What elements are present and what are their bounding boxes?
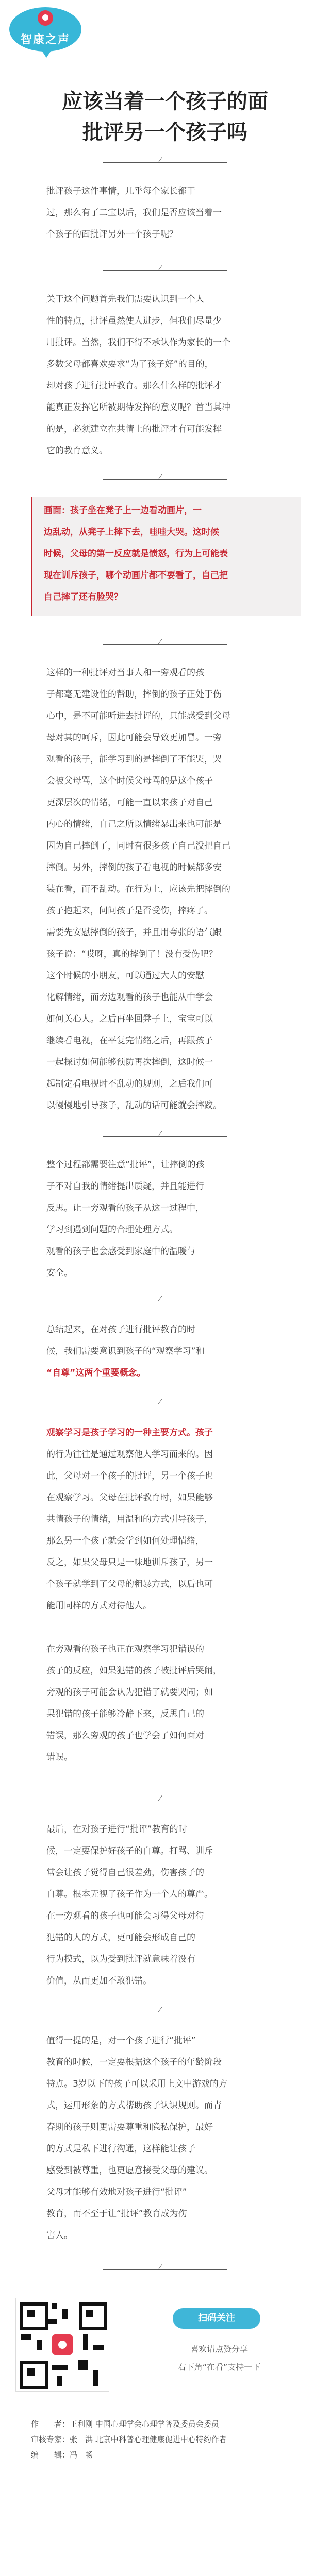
text-line: 却对孩子进行批评教育。那么什么样的批评才 xyxy=(46,381,222,391)
credit-author: 作 者：王利刚 中国心理学会心理学普及委员会委员 xyxy=(31,2419,219,2429)
paragraph-age-stage xyxy=(46,2030,284,2246)
text-line: 总结起来，在对孩子进行批评教育的时 xyxy=(46,1325,195,1335)
heart-pin-icon xyxy=(38,10,53,26)
text-line: 此，父母对一个孩子的批评，另一个孩子也 xyxy=(46,1471,213,1481)
text-line: 一起探讨如何能够预防再次摔倒，这时候一 xyxy=(46,1057,213,1067)
text-line: 错误。 xyxy=(46,1752,73,1762)
paragraph-analysis xyxy=(46,662,284,1116)
text-line: 的是，必须建立在共情上的批评才有可能发挥 xyxy=(46,424,222,434)
share-hint: 喜欢请点赞分享 xyxy=(190,2344,248,2354)
text-line: 用批评。当然，我们不得不承认作为家长的一个 xyxy=(46,337,230,348)
text-line: 关于这个问题首先我们需要认识到一个人 xyxy=(46,294,204,304)
text-line: 候，我们需要意识到孩子的“观察学习”和 xyxy=(46,1346,205,1357)
text-line: 特点。3岁以下的孩子可以采用上文中游戏的方 xyxy=(46,2079,227,2089)
text-line: 需要先安慰摔倒的孩子，并且用夸张的语气跟 xyxy=(46,927,222,938)
paragraph-observational-learning xyxy=(46,1422,284,1617)
text-line: 这样的一种批评对当事人和一旁观看的孩 xyxy=(46,668,204,678)
text-line: 子都毫无建设性的帮助，摔倒的孩子正处于伤 xyxy=(46,689,222,700)
section-divider xyxy=(103,477,227,482)
text-line: 起制定看电视时不乱动的规则，之后我们可 xyxy=(46,1079,213,1089)
text-line: 个孩子的面批评另外一个孩子呢？ xyxy=(46,229,178,240)
text-line: 害人。 xyxy=(46,2230,73,2241)
section-divider xyxy=(103,1401,227,1406)
text-line: 时候，父母的第一反应就是愤怒，行为上可能表 xyxy=(44,549,228,559)
credit-reviewer: 审核专家：张 洪 北京中科普心理健康促进中心特约作者 xyxy=(31,2435,227,2444)
brand-logo xyxy=(9,7,81,63)
text-line: 更深层次的情绪，可能一直以来孩子对自己 xyxy=(46,798,213,808)
paragraph-self-esteem xyxy=(46,1819,284,1992)
text-line: 感受到被尊重，也更愿意接受父母的建议。 xyxy=(46,2165,213,2176)
text-line: 常会让孩子觉得自己很差劲，伤害孩子的 xyxy=(46,1868,204,1878)
section-divider xyxy=(103,1798,227,1803)
text-line: 果犯错的孩子能够冷静下来，反思自己的 xyxy=(46,1709,204,1719)
text-line: 内心的情绪，自己之所以情绪暴出来也可能是 xyxy=(46,819,222,829)
text-line: 孩子说：“哎呀，真的摔倒了！没有受伤吧？ xyxy=(46,949,218,959)
text-line: 价值，从而更加不敢犯错。 xyxy=(46,1976,152,1986)
credits xyxy=(31,2416,309,2463)
text-line: 装在看，而不乱动。在行为上，应该先把摔倒的 xyxy=(46,884,230,894)
text-line: 式，运用形象的方式帮助孩子认识规则。而青 xyxy=(46,2100,222,2111)
text-line: 能用同样的方式对待他人。 xyxy=(46,1601,152,1611)
text-line: 犯错的人的方式，更可能会形成自己的 xyxy=(46,1933,195,1943)
text-line: 错误，那么旁观的孩子也学会了如何面对 xyxy=(46,1731,204,1741)
article-title-line2: 批评另一个孩子吗 xyxy=(82,121,248,144)
text-line: 摔倒。另外，摔倒的孩子看电视的时候都多安 xyxy=(46,862,222,873)
paragraph-summary xyxy=(46,1319,284,1384)
text-line: 的行为往往是通过观察他人学习而来的。因 xyxy=(46,1449,213,1460)
text-line: 学习到遇到问题的合理处理方式。 xyxy=(46,1225,178,1235)
text-line: 化解情绪，而旁边观看的孩子也能从中学会 xyxy=(46,992,213,1003)
header xyxy=(0,0,330,77)
text-line: 最后，在对孩子进行“批评”教育的时 xyxy=(46,1824,187,1835)
text-line: 它的教育意义。 xyxy=(46,446,108,456)
text-line: 教育，而不至于让“批评”教育成为伤 xyxy=(46,2209,187,2219)
paragraph-process xyxy=(46,1154,284,1284)
credit-editor: 编 辑：冯 畅 xyxy=(31,2450,93,2460)
text-line: 自己摔了还有脸哭？ xyxy=(44,592,123,602)
text-line: 如何关心人。之后再坐回凳子上，宝宝可以 xyxy=(46,1014,213,1024)
section-divider xyxy=(103,160,227,165)
text-line: 因为自己摔倒了，同时有很多孩子自己没把自己 xyxy=(46,841,230,851)
text-line: 母对其的呵斥，因此可能会导致更加冒。一旁 xyxy=(46,733,222,743)
text-line: 在一旁观看的孩子也可能会习得父母对待 xyxy=(46,1911,204,1921)
text-line: 继续看电视，在平复完情绪之后，再跟孩子 xyxy=(46,1036,213,1046)
text-line: 在观察学习。父母在批评教育时，如果能够 xyxy=(46,1493,213,1503)
section-divider xyxy=(103,268,227,273)
text-line: 多数父母都喜欢要求“为了孩子好”的目的， xyxy=(46,359,213,369)
text-line: 以慢慢地引导孩子，乱动的话可能就会摔跤。 xyxy=(46,1100,222,1111)
text-line: 现在训斥孩子，哪个动画片都不要看了，自己把 xyxy=(44,570,228,581)
text-line: 观看的孩子也会感受到家庭中的温暖与 xyxy=(46,1246,195,1257)
text-line: 子不对自我的情绪提出质疑，并且能进行 xyxy=(46,1181,204,1192)
text-line: 批评孩子这件事情，几乎每个家长都干 xyxy=(46,186,195,196)
text-line: 边乱动，从凳子上摔下去，哇哇大哭。这时候 xyxy=(44,527,219,537)
like-hint: 右下角“在看”支持一下 xyxy=(177,2362,261,2372)
text-line: 画面：孩子坐在凳子上一边看动画片，一 xyxy=(44,505,202,516)
text-line: 行为模式，以为受到批评就意味着没有 xyxy=(46,1954,195,1964)
section-divider xyxy=(103,1133,227,1139)
section-divider xyxy=(103,641,227,647)
text-line: 孩子的反应，如果犯错的孩子被批评后哭闹， xyxy=(46,1666,222,1676)
section-divider xyxy=(103,2267,227,2272)
text-line: 春期的孩子则更需要尊重和隐私保护，最好 xyxy=(46,2122,213,2132)
scenario-quote xyxy=(44,500,281,608)
text-line: 观看的孩子，能学习到的是摔倒了不能哭，哭 xyxy=(46,754,222,765)
text-line: 候，一定要保护好孩子的自尊。打骂、训斥 xyxy=(46,1846,213,1856)
logo-text: 智康之声 xyxy=(20,33,70,46)
text-line: 旁观的孩子可能会认为犯错了就要哭闹；如 xyxy=(46,1687,213,1698)
text-line: 在旁观看的孩子也正在观察学习犯错误的 xyxy=(46,1644,204,1654)
text-line: 整个过程都需要注意“批评”，让摔倒的孩 xyxy=(46,1160,205,1170)
text-line: 这个时候的小朋友，可以通过大人的安慰 xyxy=(46,971,204,981)
section-divider xyxy=(103,2009,227,2014)
article-title-line1: 应该当着一个孩子的面 xyxy=(62,90,268,113)
text-line: 父母才能够有效地对孩子进行“批评” xyxy=(46,2187,187,2197)
text-line: 能真正发挥它所被期待发挥的意义呢？首当其冲 xyxy=(46,402,230,413)
text-line: 心中，是不可能听进去批评的，只能感受到父母 xyxy=(46,711,230,721)
text-line: 性的特点，批评虽然使人进步，但我们尽量少 xyxy=(46,316,222,326)
text-line: 孩子抱起来，问问孩子是否受伤，摔疼了。 xyxy=(46,906,213,916)
qr-code[interactable] xyxy=(15,2298,109,2392)
text-line: 个孩子就学到了父母的粗暴方式，以后也可 xyxy=(46,1579,213,1589)
scan-follow-badge: 扫码关注 xyxy=(173,2308,260,2329)
text-line: 反之，如果父母只是一味地训斥孩子，另一 xyxy=(46,1557,213,1568)
text-line: 自尊。根本无视了孩子作为一个人的尊严。 xyxy=(46,1889,213,1900)
text-line: 过，那么有了二宝以后，我们是否应该当着一 xyxy=(46,208,222,218)
text-line: 的方式是私下进行沟通，这样能让孩子 xyxy=(46,2144,195,2154)
text-line: 反思。让一旁观看的孩子从这一过程中， xyxy=(46,1203,204,1213)
text-line: 共情孩子的情绪，用温和的方式引导孩子， xyxy=(46,1514,213,1524)
text-line: 值得一提的是，对一个孩子进行“批评” xyxy=(46,2036,196,2046)
text-line-highlight: “自尊”这两个重要概念。 xyxy=(46,1368,146,1378)
text-line: 那么另一个孩子就会学到如何处理情绪， xyxy=(46,1536,204,1546)
text-line: 教育的时候，一定要根据这个孩子的年龄阶段 xyxy=(46,2057,222,2067)
text-line: 会被父母骂，这个时候父母骂的是这个孩子 xyxy=(46,776,213,786)
brand-mark-icon xyxy=(52,2334,73,2355)
text-line-highlight: 观察学习是孩子学习的一种主要方式。孩子 xyxy=(46,1428,213,1438)
paragraph-empathy xyxy=(46,289,284,462)
paragraph-bystander xyxy=(46,1638,284,1768)
text-line: 安全。 xyxy=(46,1268,73,1278)
section-divider xyxy=(103,1298,227,1303)
paragraph-intro xyxy=(46,180,284,245)
